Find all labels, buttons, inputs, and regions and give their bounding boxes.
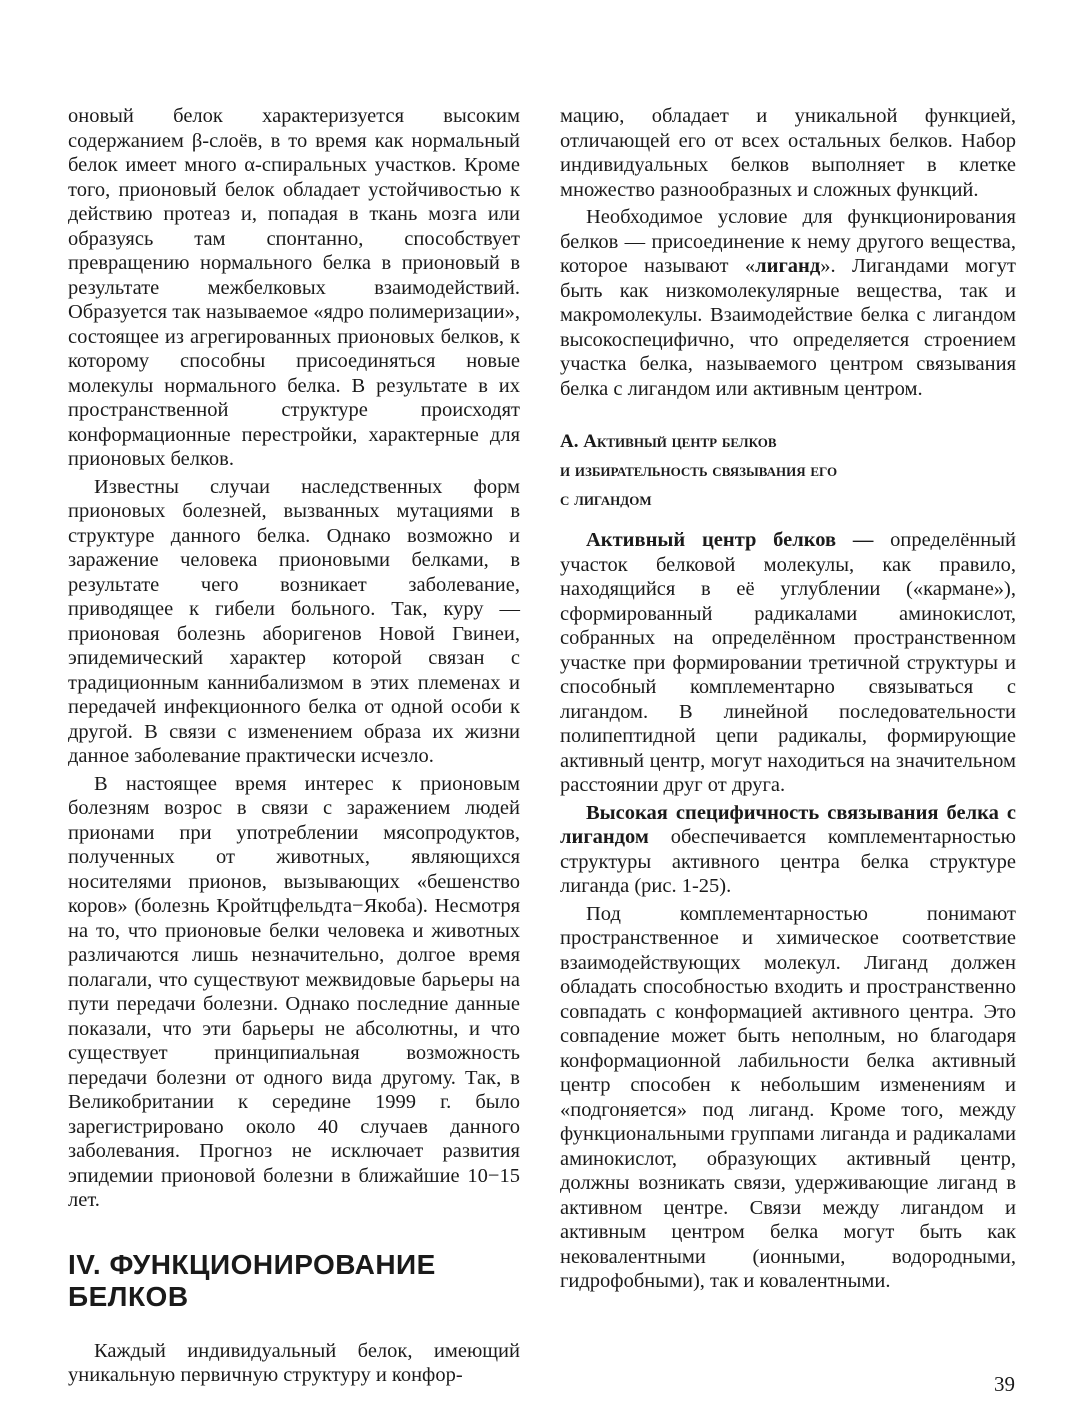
paragraph-text: Необходимое условие для функционирования белков — присоединение к нему другого вещества, которое называют « [560, 206, 1016, 277]
paragraph: оновый белок характеризуется высоким содержанием β-слоёв, в то время как нормальный белок имеет много α-спиральных участков. Кроме того, прионовый белок обладает устойчивостью к действию протеаз и, попадая в ткань мозга или образуясь там спонтанно, способствует превращению нормального белка в прионовый в результате межбелковых взаимодействий. Образуется так называемое «ядро полимеризации», состоящее из агрегированных прионовых белков, к которому способны присоединяться новые молекулы нормального белка. В результате в их пространственной структуре происходят конформационные перестройки, характерные для прионовых белков. [68, 105, 520, 470]
term-active-center: Активный центр белков — [586, 529, 874, 551]
subsection-heading-text: Активный центр белков [583, 431, 777, 452]
paragraph-text: определённый участок белковой молекулы, как правило, находящийся в её углублении («кармане»), сформированный радикалами аминокислот, собранных на определённом пространственном участке при формировании третичной структуры и способный комплементарно связываться с лигандом. В линейной последовательности полипептидной цепи радикалы, формирующие активный центр, могут находиться на значительном расстоянии друг от друга. [560, 529, 1017, 796]
page-number: 39 [994, 1372, 1015, 1396]
paragraph: Известны случаи наследственных форм прионовых болезней, вызванных мутациями в структуре данного белка. Однако возможно и заражение человека прионовыми белками, в результате чего возникает заболевание, приводящее к гибели больного. Так, куру — прионовая болезнь аборигенов Новой Гвинеи, эпидемический характер которой связан с традиционным каннибализмом в этих племенах и передачей инфекционного белка от одной особи к другой. В связи с изменением образа их жизни данное заболевание практически исчезло. [68, 475, 520, 767]
subsection-heading [560, 427, 1016, 514]
paragraph: В настоящее время интерес к прионовым болезням возрос в связи с заражением людей прионами при употреблении мясопродуктов, полученных от животных, являющихся носителями прионов, вызывающих «бешенство коров» (болезнь Кройтцфельдта−Якоба). Несмотря на то, что прионовые белки человека и животных различаются лишь незначительно, долгое время полагали, что существуют межвидовые барьеры на пути передачи болезни. Однако последние данные показали, что эти барьеры не абсолютны, и что существует принципиальная возможность передачи болезни от одного вида другому. Так, в Великобритании к середине 1999 г. было зарегистрировано около 40 случаев данного заболевания. Прогноз не исключает развития эпидемии прионовой болезни в ближайшие 10−15 лет. [68, 772, 520, 1211]
paragraph [560, 205, 1016, 401]
section-heading-line: IV. ФУНКЦИОНИРОВАНИЕ [68, 1248, 436, 1280]
left-column [68, 104, 520, 1388]
paragraph-text: обеспечивается комплементарностью структуры активного центра белка структуре лиганда (рис. 1-25). [560, 826, 1016, 897]
paragraph [560, 528, 1016, 798]
paragraph: Под комплементарностью понимают пространственное и химическое соответствие взаимодействующих молекул. Лиганд должен обладать способностью входить и пространственно совпадать с конформацией активного центра. Это совпадение может быть неполным, но благодаря конформационной лабильности белка активный центр способен к небольшим изменениям и «подгоняется» под лиганд. Кроме того, между функциональными группами лиганда и радикалами аминокислот, образующих активный центр, должны возникать связи, удерживающие лиганд в активном центре. Связи между лигандом и активным центром белка могут быть как нековалентными (ионными, водородными, гидрофобными), так и ковалентными. [560, 902, 1016, 1292]
subsection-heading-line [560, 427, 1016, 456]
term-ligand: лиганд [755, 255, 821, 277]
subsection-letter: А. [560, 431, 579, 452]
section-heading-line: БЕЛКОВ [68, 1280, 189, 1312]
paragraph: Каждый индивидуальный белок, имеющий уникальную первичную структуру и конфор- [68, 1339, 520, 1386]
section-heading [68, 1249, 520, 1313]
paragraph: мацию, обладает и уникальной функцией, отличающей его от всех остальных белков. Набор индивидуальных белков выполняет в клетке множество разнообразных и сложных функций. [560, 105, 1016, 201]
subsection-heading-line: с лигандом [560, 489, 652, 510]
term-specificity: Высокая специфичность связывания белка с лигандом [560, 801, 1016, 848]
paragraph-text: ». Лигандами могут быть как низкомолекулярные вещества, так и макромолекулы. Взаимодействие белка с лигандом высокоспецифично, что определяется строением участка белка, называемого центром связывания белка с лигандом или активным центром. [560, 255, 1016, 400]
right-column [560, 104, 1016, 1294]
paragraph [560, 801, 1016, 899]
subsection-heading-line: и избирательность связывания его [560, 460, 838, 481]
